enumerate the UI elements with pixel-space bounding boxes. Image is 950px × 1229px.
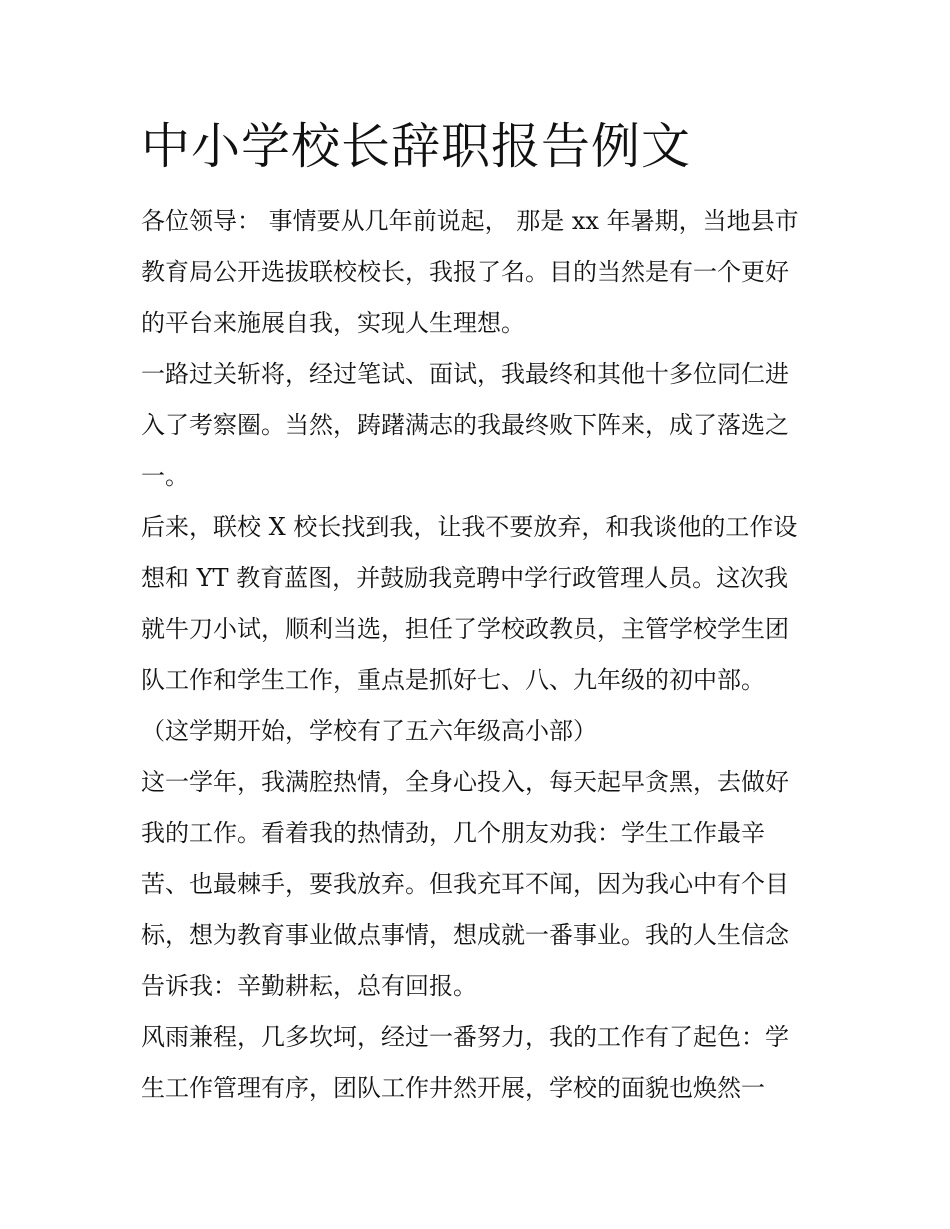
body-line: 一。 xyxy=(141,462,189,490)
body-line: 苦、也最棘手，要我放弃。但我充耳不闻，因为我心中有个目 xyxy=(141,870,789,898)
body-line: 的平台来施展自我，实现人生理想。 xyxy=(141,309,525,337)
body-line: 我的工作。看着我的热情劲，几个朋友劝我：学生工作最辛 xyxy=(141,819,765,847)
body-line: 一路过关斩将，经过笔试、面试，我最终和其他十多位同仁进 xyxy=(141,360,789,388)
body-line: （这学期开始，学校有了五六年级高小部） xyxy=(141,717,597,745)
document-title: 中小学校长辞职报告例文 xyxy=(141,118,692,175)
body-line: 告诉我：辛勤耕耘，总有回报。 xyxy=(141,972,477,1000)
body-line: 队工作和学生工作，重点是抓好七、八、九年级的初中部。 xyxy=(141,666,765,694)
body-line: 想和 YT 教育蓝图，并鼓励我竞聘中学行政管理人员。这次我 xyxy=(141,564,789,592)
body-line: 生工作管理有序，团队工作井然开展，学校的面貌也焕然一 xyxy=(141,1074,765,1102)
body-line: 标，想为教育事业做点事情，想成就一番事业。我的人生信念 xyxy=(141,921,789,949)
body-line: 教育局公开选拔联校校长，我报了名。目的当然是有一个更好 xyxy=(141,258,789,286)
body-line: 就牛刀小试，顺利当选，担任了学校政教员，主管学校学生团 xyxy=(141,615,789,643)
body-line: 入了考察圈。当然，踌躇满志的我最终败下阵来，成了落选之 xyxy=(141,411,789,439)
body-line: 各位领导： 事情要从几年前说起， 那是 xx 年暑期，当地县市 xyxy=(141,207,799,235)
body-line: 这一学年，我满腔热情，全身心投入，每天起早贪黑，去做好 xyxy=(141,768,789,796)
body-line: 后来，联校 X 校长找到我，让我不要放弃，和我谈他的工作设 xyxy=(141,513,798,541)
body-line: 风雨兼程，几多坎坷，经过一番努力，我的工作有了起色：学 xyxy=(141,1023,789,1051)
